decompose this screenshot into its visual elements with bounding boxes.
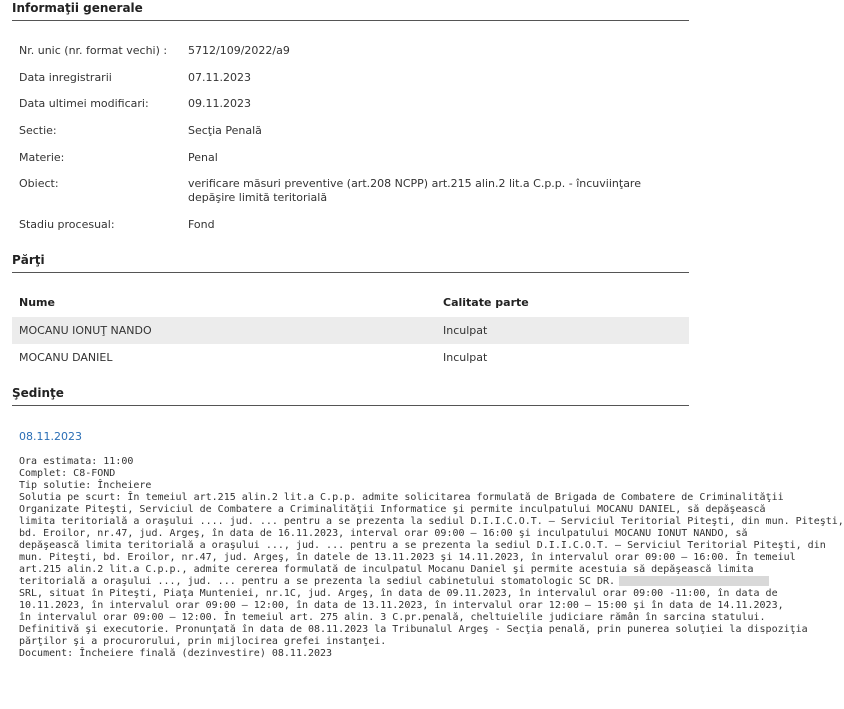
session-line: limita teritorială a oraşului .... jud. ... pentru a se prezenta la sediul D.I.I.C.O.T. – Serviciul Teritorial Piteşti, din mun. Piteşti,: [19, 516, 844, 527]
parties-table-header: [12, 294, 689, 314]
session-details: [19, 456, 844, 660]
info-label: Materie:: [19, 151, 65, 164]
session-line: bd. Eroilor, nr.47, jud. Argeş, în data de 16.11.2023, interval orar 09:00 – 16:00 şi inculpatului MOCANU IONUT NANDO, să: [19, 528, 748, 539]
column-header-name: Nume: [19, 296, 55, 309]
session-line: 10.11.2023, în intervalul orar 09:00 – 12:00, în data de 13.11.2023, în intervalul orar 12:00 – 15:00 şi în data de 14.11.2023,: [19, 600, 784, 611]
info-label: Obiect:: [19, 177, 59, 190]
session-line: Tip solutie: Încheiere: [19, 480, 152, 491]
info-label: Data inregistrarii: [19, 71, 112, 84]
session-line: Document: Încheiere finală (dezinvestire) 08.11.2023: [19, 648, 333, 659]
info-label: Stadiu procesual:: [19, 218, 115, 231]
session-line-redacted: [19, 576, 669, 588]
party-name: MOCANU IONUŢ NANDO: [19, 324, 152, 337]
session-line: Ora estimata: 11:00: [19, 456, 134, 467]
redacted-block: [619, 576, 769, 586]
info-value: 5712/109/2022/a9: [188, 44, 290, 57]
section-title-parti: Părţi: [12, 253, 689, 273]
session-line: Organizate Piteşti, Serviciul de Combatere a Criminalităţii Informatice şi permite inculpatului MOCANU DANIEL, să depăşească: [19, 504, 766, 515]
info-label: Nr. unic (nr. format vechi) :: [19, 44, 168, 57]
info-value: Secţia Penală: [188, 124, 262, 137]
session-line: art.215 alin.2 lit.a C.p.p., admite cererea formulată de inculpatul Mocanu Daniel şi permite acestuia să depăşească limita: [19, 564, 754, 575]
session-date-link[interactable]: 08.11.2023: [19, 430, 82, 443]
info-value: verificare măsuri preventive (art.208 NCPP) art.215 alin.2 lit.a C.p.p. - încuviinţare depăşire limită teritorială: [188, 177, 641, 204]
session-line: în intervalul orar 09:00 – 12:00. În temeiul art. 275 alin. 3 C.pr.penală, cheltuielile judiciare rămân în sarcina statului.: [19, 612, 766, 623]
column-header-role: Calitate parte: [443, 296, 529, 309]
party-role: Inculpat: [443, 324, 488, 337]
section-title-sedinte: Şedinţe: [12, 386, 689, 406]
session-line: Solutia pe scurt: În temeiul art.215 alin.2 lit.a C.p.p. admite solicitarea formulată de Brigada de Combatere de Criminalităţii: [19, 492, 784, 503]
session-line: SRL, situat în Piteşti, Piaţa Munteniei, nr.1C, jud. Argeş, în data de 09.11.2023, în intervalul orar 09:00 -11:00, în data de: [19, 588, 778, 599]
info-label: Sectie:: [19, 124, 57, 137]
party-name: MOCANU DANIEL: [19, 351, 113, 364]
session-line: depăşească limita teritorială a oraşului ..., jud. ... pentru a se prezenta la sediul D.I.I.C.O.T. – Serviciul Teritorial Piteşti, din: [19, 540, 826, 551]
session-line: Complet: C8-FOND: [19, 468, 116, 479]
table-row: [12, 344, 689, 371]
info-label: Data ultimei modificari:: [19, 97, 149, 110]
session-line: teritorială a oraşului ..., jud. ... pentru a se prezenta la sediul cabinetului stomatologic SC DR.: [19, 576, 616, 587]
info-value: 09.11.2023: [188, 97, 251, 110]
session-line: părţilor şi a procurorului, prin mijlocirea grefei instanţei.: [19, 636, 387, 647]
info-value: Fond: [188, 218, 215, 231]
info-value: Penal: [188, 151, 218, 164]
party-role: Inculpat: [443, 351, 488, 364]
info-value: 07.11.2023: [188, 71, 251, 84]
section-title-general: Informaţii generale: [12, 1, 689, 21]
session-line: Definitivă şi executorie. Pronunţată în data de 08.11.2023 la Tribunalul Argeş - Secţia penală, prin punerea soluţiei la dispoziţia: [19, 624, 808, 635]
session-line: mun. Piteşti, bd. Eroilor, nr.47, jud. Argeş, în datele de 13.11.2023 şi 14.11.2023, în intervalul orar 09:00 – 16:00. În temeiul: [19, 552, 796, 563]
table-row: [12, 317, 689, 344]
